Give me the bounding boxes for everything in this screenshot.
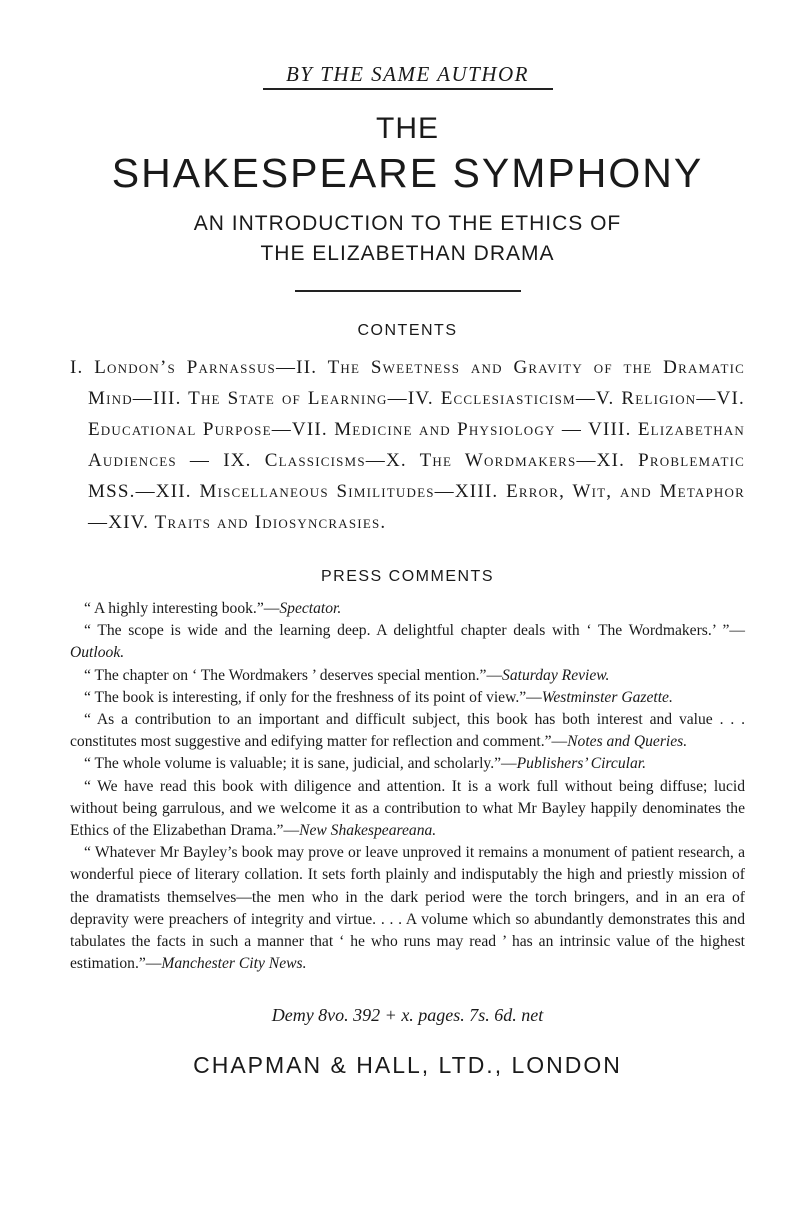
quote-source: Outlook.	[70, 644, 125, 662]
quote-text: “ Whatever Mr Bayley’s book may prove or leave unproved it remains a monument of patient research, a wonderful piece of literary collation. It sets forth plainly and indisputably the high and priestly mission of the dramatists themselves—the men who in the dark period were the torch bringers, and in an era of depravity were preachers of integrity and virtue. . . . A volume which so abundantly demonstrates this and tabulates the facts in such a manner that ‘ he who runs may read ’ has an intrinsic value of the highest estimation.”—	[70, 844, 745, 973]
press-quote	[70, 620, 745, 664]
quote-text: “ We have read this book with diligence and attention. It is a work full without being diffuse; lucid without being garrulous, and we welcome it as a contribution to what Mr Bayley happily denominates the Ethics of the Elizabethan Drama.”—	[70, 777, 745, 839]
price-line: Demy 8vo. 392 + x. pages. 7s. 6d. net	[271, 1005, 544, 1026]
press-comments-list	[70, 598, 745, 975]
quote-text: “ The chapter on ‘ The Wordmakers ’ deserves special mention.”—	[84, 666, 503, 684]
quote-text: “ The book is interesting, if only for the freshness of its point of view.”—	[84, 688, 542, 706]
subtitle-line-2: THE ELIZABETHAN DRAMA	[260, 242, 555, 266]
by-same-author-heading: BY THE SAME AUTHOR	[263, 62, 553, 90]
title-line-the: THE	[376, 112, 439, 145]
press-quote	[70, 665, 745, 687]
quote-text: “ The whole volume is valuable; it is sane, judicial, and scholarly.”—	[84, 755, 517, 773]
quote-source: Manchester City News.	[161, 955, 307, 973]
press-quote	[70, 598, 745, 620]
divider-rule	[295, 290, 521, 292]
quote-source: Notes and Queries.	[567, 733, 688, 751]
publisher-imprint: CHAPMAN & HALL, LTD., LONDON	[193, 1052, 622, 1079]
press-quote	[70, 753, 745, 775]
contents-list: I. London’s Parnassus—II. The Sweetness and Gravity of the Dramatic Mind—III. The State of Learning—IV. Ecclesiasticism—V. Religion—VI. Educational Purpose—VII. Medicine and Physiology — VIII. Elizabethan Audiences — IX. Classicisms—X. The Wordmakers—XI. Problematic MSS.—XII. Miscellaneous Similitudes—XIII. Error, Wit, and Metaphor—XIV. Traits and Idiosyncrasies.	[70, 356, 745, 533]
quote-source: New Shakespeareana.	[299, 821, 437, 839]
press-quote	[70, 842, 745, 975]
book-subtitle	[70, 209, 745, 270]
quote-text: “ A highly interesting book.”—	[84, 599, 280, 617]
book-advertisement-page	[70, 62, 745, 1079]
quote-text: “ The scope is wide and the learning deep. A delightful chapter deals with ‘ The Wordmakers.’ ”—	[84, 622, 745, 640]
quote-source: Spectator.	[279, 599, 342, 617]
quote-text: “ As a contribution to an important and difficult subject, this book has both interest and value . . . constitutes most suggestive and edifying matter for reflection and comment.”—	[70, 710, 745, 751]
press-quote	[70, 687, 745, 709]
press-quote	[70, 776, 745, 843]
press-comments-heading: PRESS COMMENTS	[320, 567, 494, 585]
book-title: SHAKESPEARE SYMPHONY	[111, 150, 704, 196]
contents-heading: CONTENTS	[357, 321, 458, 339]
press-quote	[70, 709, 745, 753]
quote-source: Saturday Review.	[502, 666, 610, 684]
quote-source: Westminster Gazette.	[541, 688, 673, 706]
subtitle-line-1: AN INTRODUCTION TO THE ETHICS OF	[193, 212, 622, 236]
quote-source: Publishers’ Circular.	[516, 755, 647, 773]
